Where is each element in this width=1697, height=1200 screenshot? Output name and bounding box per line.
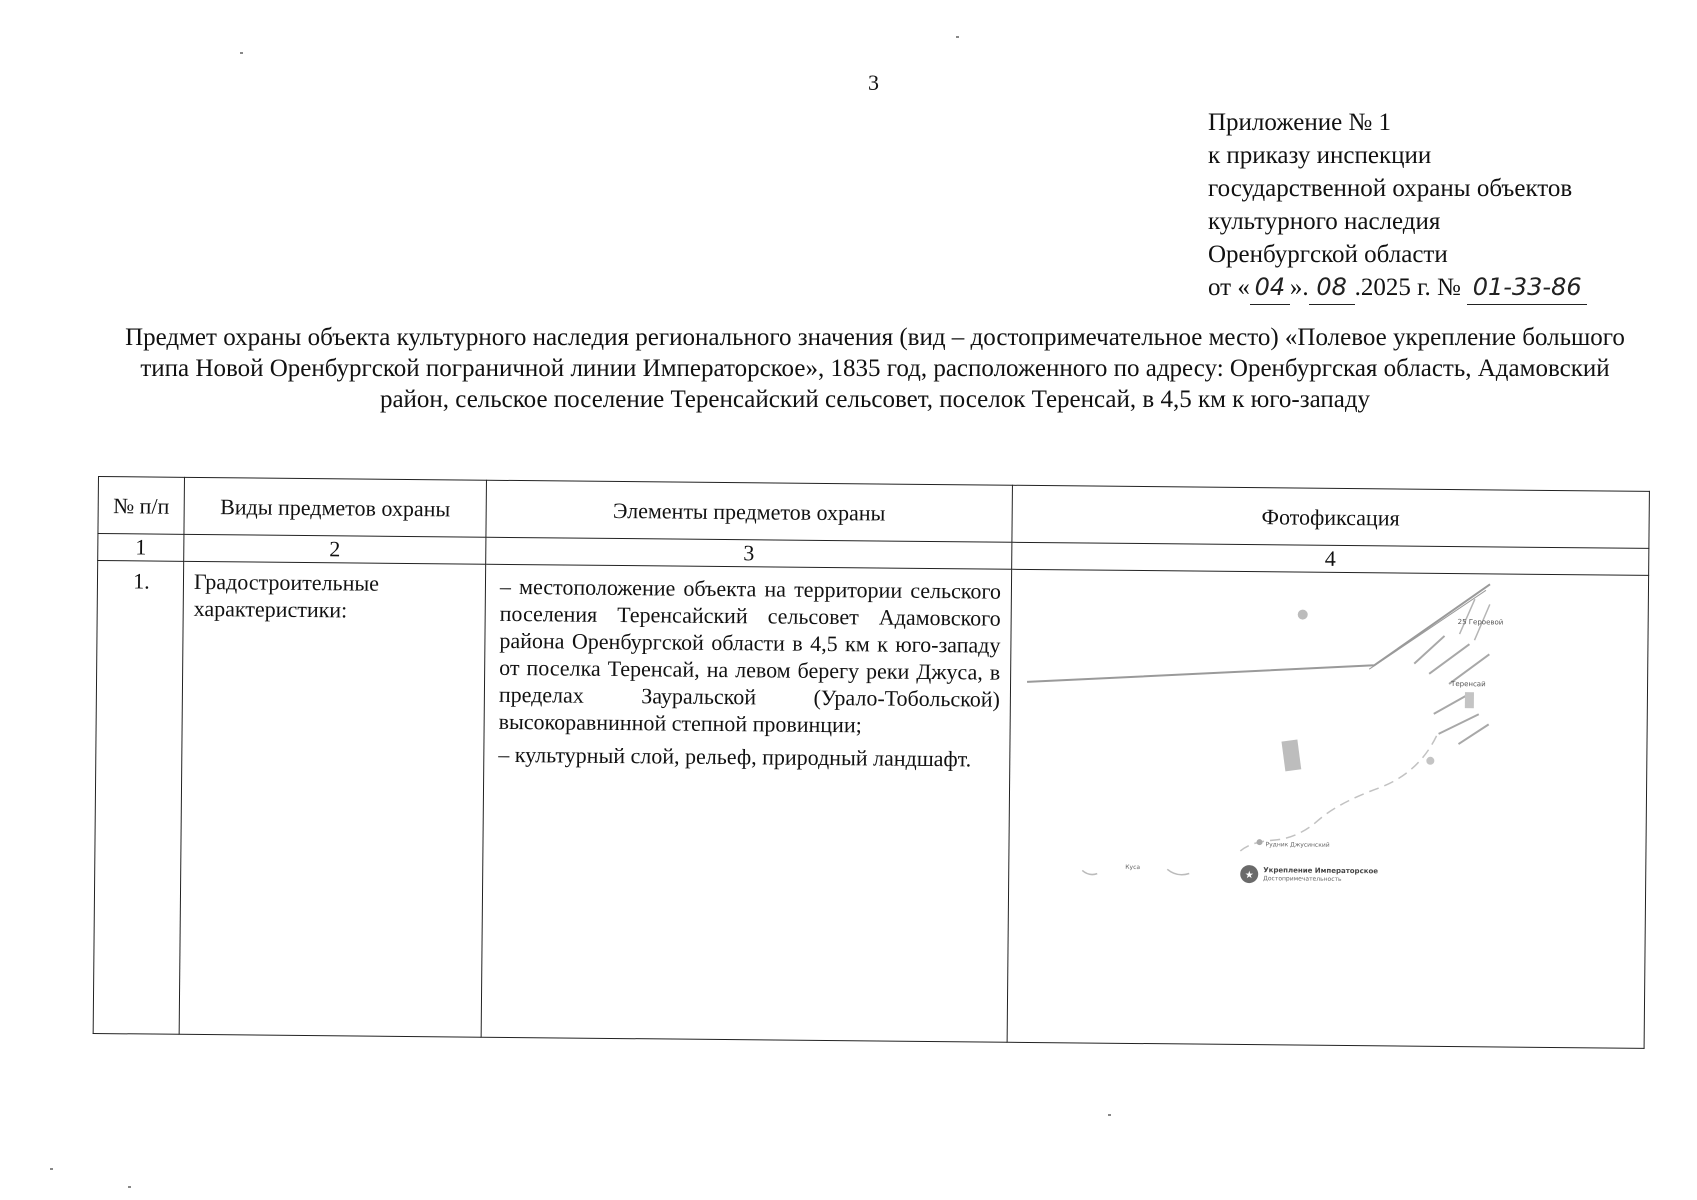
photo-fixation-cell <box>1007 569 1649 1048</box>
scan-speck <box>50 1168 53 1170</box>
map-point <box>1426 757 1434 765</box>
element-item: – культурный слой, рельеф, природный ландшафт. <box>498 741 972 772</box>
column-number: 3 <box>486 537 1012 569</box>
map-label-river: Куса <box>1125 863 1141 872</box>
map-label-village: Теренсай <box>1451 679 1486 689</box>
map-point <box>1257 839 1263 845</box>
protection-subject-table <box>93 476 1650 1049</box>
scan-speck <box>956 36 959 38</box>
protection-elements-cell <box>481 564 1012 1042</box>
map-area <box>1465 692 1474 708</box>
header-protection-elements: Элементы предметов охраны <box>486 480 1013 542</box>
map-label-site-name: Укрепление Императорское <box>1263 866 1379 876</box>
appendix-line: к приказу инспекции <box>1208 142 1432 169</box>
appendix-line: Оренбургской области <box>1208 241 1448 268</box>
map-road-edge <box>1369 589 1486 670</box>
column-number: 4 <box>1012 542 1649 575</box>
date-year: .2025 г. № <box>1354 274 1461 301</box>
star-icon: ★ <box>1244 870 1254 882</box>
map-label-mine: Рудник Джусинский <box>1265 841 1330 849</box>
scan-speck <box>1108 1114 1111 1116</box>
map-quarry-area <box>1281 740 1301 772</box>
row-number <box>93 561 184 1035</box>
column-number: 1 <box>98 534 184 562</box>
appendix-line: государственной охраны объектов <box>1208 175 1573 202</box>
order-date-line <box>1208 271 1587 305</box>
map-point <box>1298 610 1308 620</box>
scan-speck <box>240 52 243 54</box>
map-village-streets <box>1413 636 1489 745</box>
handwritten-order-number: 01-33-86 <box>1467 271 1587 305</box>
header-photo-fixation: Фотофиксация <box>1012 485 1650 548</box>
protection-type-cell <box>179 561 486 1037</box>
handwritten-month: 08 <box>1309 271 1355 305</box>
element-item: – местоположение объекта на территории сельского поселения Теренсайский сельсовет Адамовского района Оренбургской области в 4,5 км к юго-западу от поселка Теренсай, на левом берегу реки Джуса, в пределах Зауральской (Урало-Тобольской) высокоравнинной степной провинции; <box>498 573 1002 738</box>
appendix-header <box>1208 106 1587 305</box>
document-title: Предмет охраны объекта культурного наследия регионального значения (вид – достопримечательное место) «Полевое укрепление большого типа Новой Оренбургской пограничной линии Императорское», 1835 год, расположенного по адресу: Оренбургская область, Адамовский район, сельское поселение Теренсайский сельсовет, поселок Теренсай, в 4,5 км к юго-западу <box>125 324 1625 413</box>
page-number: 3 <box>868 70 879 95</box>
table-row <box>93 561 1648 1049</box>
scan-speck <box>128 1186 131 1188</box>
map-label-site-type: Достопримечательность <box>1263 875 1342 883</box>
protection-type-text: Градостроительные характеристики: <box>193 568 380 623</box>
column-number: 2 <box>184 534 486 564</box>
elements-list <box>484 565 1011 773</box>
location-map <box>1016 570 1650 1016</box>
map-river <box>1237 734 1436 856</box>
date-prefix: от « <box>1208 274 1250 301</box>
appendix-line: культурного наследия <box>1208 208 1441 235</box>
date-separator: ». <box>1289 274 1309 301</box>
map-road <box>1027 580 1490 689</box>
header-number: № п/п <box>98 477 185 535</box>
appendix-line: Приложение № 1 <box>1208 109 1392 136</box>
row-number-text: 1. <box>133 568 150 594</box>
map-label-street: 25 Героевой <box>1457 618 1504 627</box>
header-protection-type: Виды предметов охраны <box>184 477 487 537</box>
handwritten-day: 04 <box>1250 271 1290 305</box>
